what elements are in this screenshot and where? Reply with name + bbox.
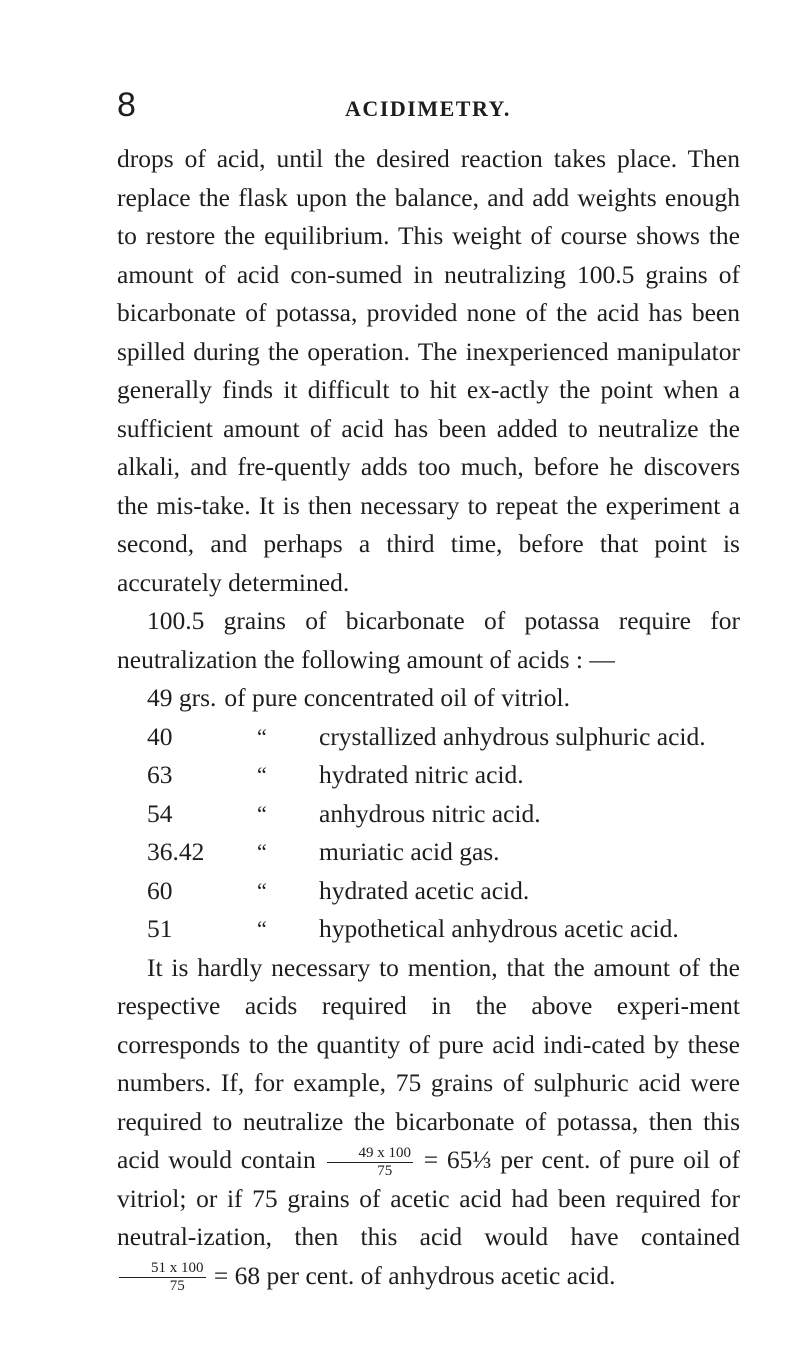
acid-row (117, 679, 740, 718)
fraction-denominator: 75 (377, 1162, 393, 1179)
acid-description: hydrated nitric acid. (319, 760, 524, 789)
acid-row (117, 833, 740, 872)
acid-amount: 51 (147, 914, 173, 943)
ditto-mark: “ (257, 723, 267, 749)
fraction-acetic (119, 1261, 206, 1294)
page-header (117, 86, 739, 126)
acid-amount: 54 (147, 798, 173, 828)
example-text-a: It is hardly necessary to mention, that the amount of the respective acids required in the above experi-ment corresponds to the quantity of pure acid indi-cated by these numbers. If, for example, 75 grains of sulphuric acid were required to neutralize the bicarbonate of potassa, then this acid would contain (117, 952, 740, 1174)
paragraph-example (117, 949, 740, 1296)
acid-row (117, 795, 740, 834)
acid-amount: 40 (147, 721, 173, 751)
ditto-mark: “ (257, 877, 267, 903)
fraction-sulphuric (327, 1146, 414, 1179)
ditto-mark: “ (257, 916, 267, 941)
ditto-mark: “ (257, 839, 267, 864)
ditto-mark: “ (257, 800, 267, 826)
acid-description: of pure concentrated oil of vitriol. (224, 683, 570, 712)
acid-row (117, 718, 740, 757)
acid-amount: 49 grs. (147, 683, 217, 712)
example-text-b: = 65⅓ per cent. of pure oil of vitriol; or if 75 grains of acetic acid had been required for neutral-ization, then this acid would have contained (117, 1145, 741, 1251)
example-text-c: = 68 per cent. of anhydrous acetic acid. (213, 1260, 616, 1290)
acid-amount: 36.42 (147, 837, 205, 866)
acid-description: muriatic acid gas. (319, 837, 500, 866)
fraction-numerator: 51 x 100 (119, 1261, 206, 1278)
paragraph-continuation: drops of acid, until the desired reaction takes place. Then replace the flask upon the balance, and add weights enough to restore the equilibrium. This weight of course shows the amount of acid con-sumed in neutralizing 100.5 grains of bicarbonate of potassa, provided none of the acid has been spilled during the operation. The inexperienced manipulator generally finds it difficult to hit ex-actly the point when a sufficient amount of acid has been added to neutralize the alkali, and fre-quently adds too much, before he discovers the mis-take. It is then necessary to repeat the experiment a second, and perhaps a third time, before that point is accurately determined. (117, 144, 740, 597)
acid-description: crystallized anhydrous sulphuric acid. (319, 721, 706, 751)
acid-description: hydrated acetic acid. (319, 875, 530, 905)
acid-description: hypothetical anhydrous acetic acid. (319, 914, 679, 943)
acid-row (117, 756, 740, 795)
running-head: ACIDIMETRY. (345, 96, 511, 121)
acid-row (117, 872, 740, 911)
acid-amount: 60 (147, 875, 173, 905)
acid-description: anhydrous nitric acid. (319, 798, 541, 828)
acid-amount: 63 (147, 760, 173, 789)
paragraph-acids-intro: 100.5 grains of bicarbonate of potassa require for neutralization the following amount of acids : — (117, 606, 740, 674)
page-number: 8 (117, 86, 136, 124)
ditto-mark: “ (257, 762, 267, 787)
acids-table (117, 679, 740, 949)
fraction-numerator: 49 x 100 (327, 1146, 414, 1163)
body-text (117, 140, 740, 1295)
acid-row (117, 910, 740, 949)
fraction-denominator: 75 (169, 1278, 185, 1295)
